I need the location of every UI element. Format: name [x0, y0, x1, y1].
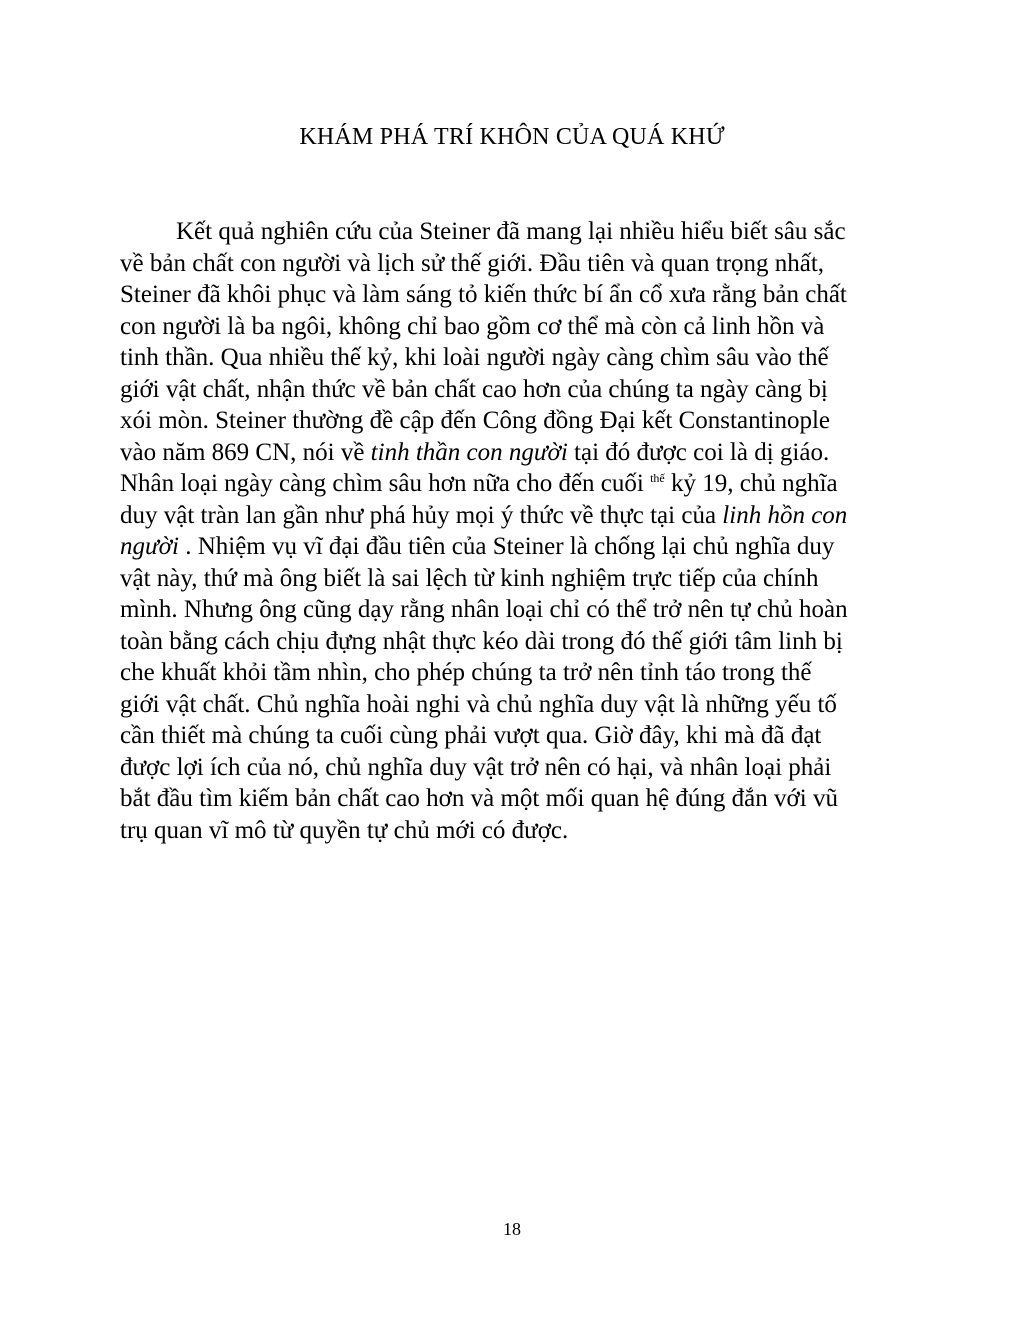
page-title: KHÁM PHÁ TRÍ KHÔN CỦA QUÁ KHỨ [299, 124, 725, 150]
text-line-1 [120, 216, 910, 248]
line-text: tại đó được coi là dị giáo. [567, 438, 830, 466]
text-line-19: bắt đầu tìm kiếm bản chất cao hơn và một mối quan hệ đúng đắn với vũ [120, 785, 838, 812]
text-line-14: toàn bằng cách chịu đựng nhật thực kéo dài trong đó thế giới tâm linh bị [120, 627, 843, 655]
text-line-18: được lợi ích của nó, chủ nghĩa duy vật trở nên có hại, và nhân loại phải [120, 753, 832, 781]
text-line-13: mình. Nhưng ông cũng dạy rằng nhân loại chỉ có thể trở nên tự chủ hoàn [120, 596, 848, 623]
body-paragraph [120, 216, 910, 846]
text-line-17: cần thiết mà chúng ta cuối cùng phải vượt qua. Giờ đây, khi mà đã đạt [120, 722, 822, 749]
text-line-4: con người là ba ngôi, không chỉ bao gồm cơ thể mà còn cả linh hồn và [120, 312, 825, 340]
line-text: Kết quả nghiên cứu của Steiner đã mang lại nhiều hiểu biết sâu sắc [176, 218, 846, 245]
line-text: kỷ 19, chủ nghĩa [664, 470, 838, 497]
text-line-6: giới vật chất, nhận thức về bản chất cao hơn của chúng ta ngày càng bị [120, 375, 828, 403]
line-text: Nhân loại ngày càng chìm sâu hơn nữa cho đến cuối [120, 470, 651, 497]
text-line-7: xói mòn. Steiner thường đề cập đến Công đồng Đại kết Constantinople [120, 407, 830, 434]
line-text: vào năm 869 CN, nói về [120, 438, 371, 466]
text-line-9 [120, 468, 910, 500]
superscript-text: thế [650, 471, 665, 485]
text-line-20: trụ quan vĩ mô từ quyền tự chủ mới có được. [120, 816, 569, 844]
italic-phrase: tinh thần con người [370, 438, 568, 466]
line-text: . Nhiệm vụ vĩ đại đầu tiên của Steiner là chống lại chủ nghĩa duy [178, 533, 835, 560]
text-line-3: Steiner đã khôi phục và làm sáng tỏ kiến thức bí ẩn cổ xưa rằng bản chất [120, 281, 847, 308]
line-text: duy vật tràn lan gần như phá hủy mọi ý thức về thực tại của [120, 501, 723, 529]
italic-phrase: linh hồn con [722, 501, 848, 529]
text-line-12: vật này, thứ mà ông biết là sai lệch từ kinh nghiệm trực tiếp của chính [120, 564, 819, 592]
page-number: 18 [503, 1219, 521, 1239]
text-line-8 [120, 437, 910, 469]
text-line-11 [120, 531, 910, 563]
text-line-10 [120, 500, 910, 532]
text-line-16: giới vật chất. Chủ nghĩa hoài nghi và chủ nghĩa duy vật là những yếu tố [120, 690, 837, 718]
text-line-2: về bản chất con người và lịch sử thế giới. Đầu tiên và quan trọng nhất, [120, 249, 825, 277]
text-line-5: tinh thần. Qua nhiều thế kỷ, khi loài người ngày càng chìm sâu vào thế [120, 344, 829, 371]
italic-phrase: người [120, 533, 179, 560]
text-line-15: che khuất khỏi tầm nhìn, cho phép chúng ta trở nên tỉnh táo trong thế [120, 659, 812, 686]
